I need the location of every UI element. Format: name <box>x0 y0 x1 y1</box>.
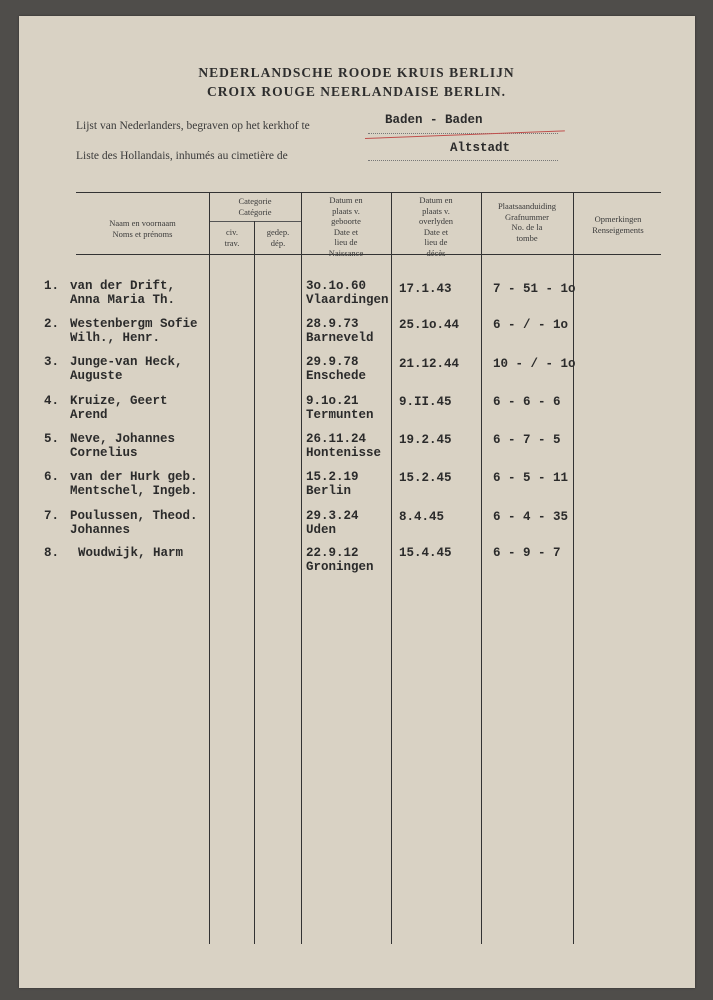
row-death-date: 8.4.45 <box>399 510 445 524</box>
row-name-2: Johannes <box>70 523 131 537</box>
row-name-1: Poulussen, Theod. <box>70 509 198 523</box>
row-grave: 6 - / - 1o <box>493 318 569 332</box>
row-number: 8. <box>44 546 60 560</box>
row-death-date: 17.1.43 <box>399 282 452 296</box>
row-grave: 7 - 51 - 1o <box>493 282 576 296</box>
row-birth-date: 15.2.19 <box>306 470 359 484</box>
row-name-1: Kruize, Geert <box>70 394 168 408</box>
header-line-french: CROIX ROUGE NEERLANDAISE BERLIN. <box>206 84 507 99</box>
row-birth-date: 22.9.12 <box>306 546 359 560</box>
header-graf: Plaatsaanduiding Grafnummer No. de la tombe <box>497 201 557 243</box>
header-gedep: gedep. dép. <box>266 227 290 248</box>
row-grave: 6 - 6 - 6 <box>493 395 561 409</box>
row-birth-place: Berlin <box>306 484 352 498</box>
categorie-sub-rule <box>209 221 301 222</box>
row-birth-place: Termunten <box>306 408 374 422</box>
header-name: Naam en voornaam Noms et prénoms <box>109 218 176 239</box>
row-birth-place: Groningen <box>306 560 374 574</box>
table-row <box>0 394 713 424</box>
row-grave: 6 - 9 - 7 <box>493 546 561 560</box>
table-row <box>0 546 713 576</box>
header-categorie: Categorie Catégorie <box>238 196 272 217</box>
row-name-2: Arend <box>70 408 108 422</box>
header-opmerkingen: Opmerkingen Renseigements <box>592 214 644 235</box>
row-name-2: Anna Maria Th. <box>70 293 176 307</box>
row-number: 5. <box>44 432 60 446</box>
table-row <box>0 509 713 539</box>
row-birth-date: 29.9.78 <box>306 355 359 369</box>
row-grave: 6 - 5 - 11 <box>493 471 569 485</box>
table-row <box>0 279 713 309</box>
row-number: 6. <box>44 470 60 484</box>
row-grave: 10 - / - 1o <box>493 357 576 371</box>
row-birth-place: Uden <box>306 523 337 537</box>
table-row <box>0 432 713 462</box>
row-birth-date: 26.11.24 <box>306 432 367 446</box>
row-name-1: Junge-van Heck, <box>70 355 183 369</box>
header-civ: civ. trav. <box>224 227 240 248</box>
row-name-1: van der Drift, <box>70 279 176 293</box>
row-birth-date: 9.1o.21 <box>306 394 359 408</box>
row-name-1: Woudwijk, Harm <box>78 546 184 560</box>
row-number: 1. <box>44 279 60 293</box>
table-row <box>0 317 713 347</box>
row-number: 4. <box>44 394 60 408</box>
row-number: 2. <box>44 317 60 331</box>
header-line-dutch: NEDERLANDSCHE ROODE KRUIS BERLIJN <box>198 65 515 80</box>
row-grave: 6 - 7 - 5 <box>493 433 561 447</box>
row-name-2: Wilh., Henr. <box>70 331 161 345</box>
table-row <box>0 355 713 385</box>
row-death-date: 25.1o.44 <box>399 318 460 332</box>
row-death-date: 21.12.44 <box>399 357 460 371</box>
row-number: 3. <box>44 355 60 369</box>
row-grave: 6 - 4 - 35 <box>493 510 569 524</box>
row-birth-place: Vlaardingen <box>306 293 389 307</box>
row-birth-date: 28.9.73 <box>306 317 359 331</box>
row-birth-date: 3o.1o.60 <box>306 279 367 293</box>
row-name-1: Neve, Johannes <box>70 432 176 446</box>
row-name-2: Mentschel, Ingeb. <box>70 484 198 498</box>
list-label-dutch: Lijst van Nederlanders, begraven op het kerkhof te <box>76 120 310 132</box>
row-birth-place: Enschede <box>306 369 367 383</box>
table-row <box>0 470 713 500</box>
list-label-french: Liste des Hollandais, inhumés au cimetière de <box>76 150 288 162</box>
row-name-1: Westenbergm Sofie <box>70 317 198 331</box>
row-death-date: 9.II.45 <box>399 395 452 409</box>
row-number: 7. <box>44 509 60 523</box>
header-geboorte: Datum en plaats v. geboorte Date et lieu de Naissance <box>328 195 364 258</box>
row-death-date: 15.2.45 <box>399 471 452 485</box>
header-overlijden: Datum en plaats v. overlyden Date et lieu de décès <box>419 195 453 258</box>
place-line-2 <box>368 160 558 161</box>
row-birth-place: Hontenisse <box>306 446 382 460</box>
row-name-2: Cornelius <box>70 446 138 460</box>
row-birth-date: 29.3.24 <box>306 509 359 523</box>
row-name-2: Auguste <box>70 369 123 383</box>
row-death-date: 15.4.45 <box>399 546 452 560</box>
row-birth-place: Barneveld <box>306 331 374 345</box>
row-name-1: van der Hurk geb. <box>70 470 198 484</box>
cemetery-city: Baden - Baden <box>385 113 483 127</box>
row-death-date: 19.2.45 <box>399 433 452 447</box>
cemetery-name: Altstadt <box>450 141 511 155</box>
